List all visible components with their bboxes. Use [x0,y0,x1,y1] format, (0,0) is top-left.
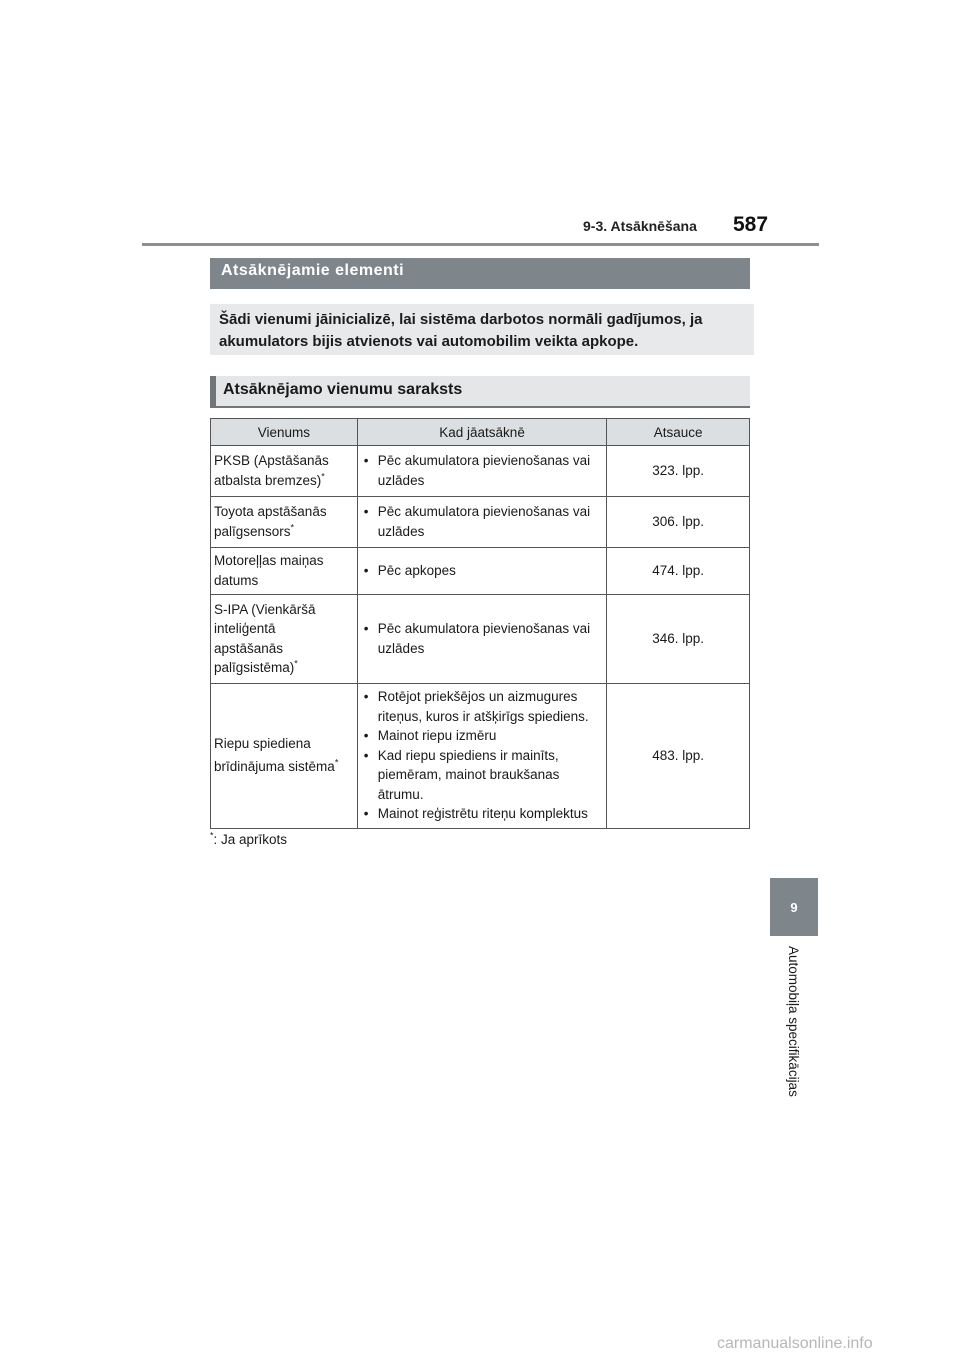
item-cell [211,548,358,595]
item-cell [211,446,358,497]
item-line: datums [214,572,259,588]
item-line: Riepu spiediena [214,735,311,751]
when-cell [357,497,607,548]
item-line: apstāšanās [214,640,284,656]
item-line: brīdinājuma sistēma* [214,757,339,775]
intro-box [210,304,754,355]
item-line: PKSB (Apstāšanās [214,453,329,468]
item-cell [211,595,358,684]
table-header-row [211,419,750,446]
chapter-tab-number: 9 [770,878,818,936]
table-row [211,548,750,595]
item-line: Motoreļļas maiņas [214,553,324,568]
page-number: 587 [733,213,769,236]
list-item: • Pēc akumulatora pievienošanas vai uzlādes [364,502,604,541]
footnote-mark: * [210,830,214,841]
when-cell [357,446,607,497]
item-line: Toyota apstāšanās [214,504,327,519]
list-item: • Mainot riepu izmēru [364,726,604,746]
footnote-mark: * [290,522,295,532]
table-row [211,446,750,497]
footnote-mark: * [321,471,325,481]
list-item: • Pēc apkopes [364,561,604,581]
column-header-item: Vienums [211,419,358,446]
watermark: carmanualsonline.info [717,1335,873,1352]
footnote-mark: * [334,757,339,768]
item-line: inteliģentā [214,621,276,636]
footnote: *: Ja aprīkots [210,830,288,847]
item-line: S-IPA (Vienkāršā [214,601,316,617]
footnote-mark: * [294,658,298,669]
table-row [211,595,750,684]
reference-cell: 483. lpp. [607,684,750,829]
list-item: • Mainot reģistrētu riteņu komplektus [364,804,604,824]
item-cell [211,684,358,829]
intro-line-2: akumulators bijis atvienots vai automobilim veikta apkope. [219,333,639,350]
header-section-title: 9-3. Atsāknēšana [583,218,697,234]
reference-cell: 323. lpp. [607,446,750,497]
reference-cell: 474. lpp. [607,548,750,595]
header-divider [142,243,819,246]
intro-line-1: Šādi vienumi jāinicializē, lai sistēma darbotos normāli gadījumos, ja [219,311,703,328]
reset-items-table [210,418,750,829]
primary-heading: Atsāknējamie elementi [210,258,750,289]
column-header-when: Kad jāatsāknē [357,419,607,446]
reference-cell: 306. lpp. [607,497,750,548]
secondary-heading: Atsāknējamo vienumu saraksts [210,376,750,408]
list-item: • Kad riepu spiediens ir mainīts, piemēram, mainot braukšanas ātrumu. [364,746,604,805]
list-item: • Pēc akumulatora pievienošanas vai uzlādes [364,619,604,658]
chapter-tab-label: Automobiļa specifikācijas [786,946,801,1097]
table-row [211,684,750,829]
when-cell [357,595,607,684]
table-row [211,497,750,548]
item-line: palīgsistēma)* [214,658,298,675]
reference-cell: 346. lpp. [607,595,750,684]
when-cell [357,548,607,595]
list-item: • Rotējot priekšējos un aizmugures riteņus, kuros ir atšķirīgs spiediens. [364,687,604,726]
when-cell [357,684,607,829]
item-line: atbalsta bremzes)* [214,471,325,488]
item-cell [211,497,358,548]
item-line: palīgsensors* [214,522,295,539]
list-item: • Pēc akumulatora pievienošanas vai uzlādes [364,451,604,490]
column-header-reference: Atsauce [607,419,750,446]
